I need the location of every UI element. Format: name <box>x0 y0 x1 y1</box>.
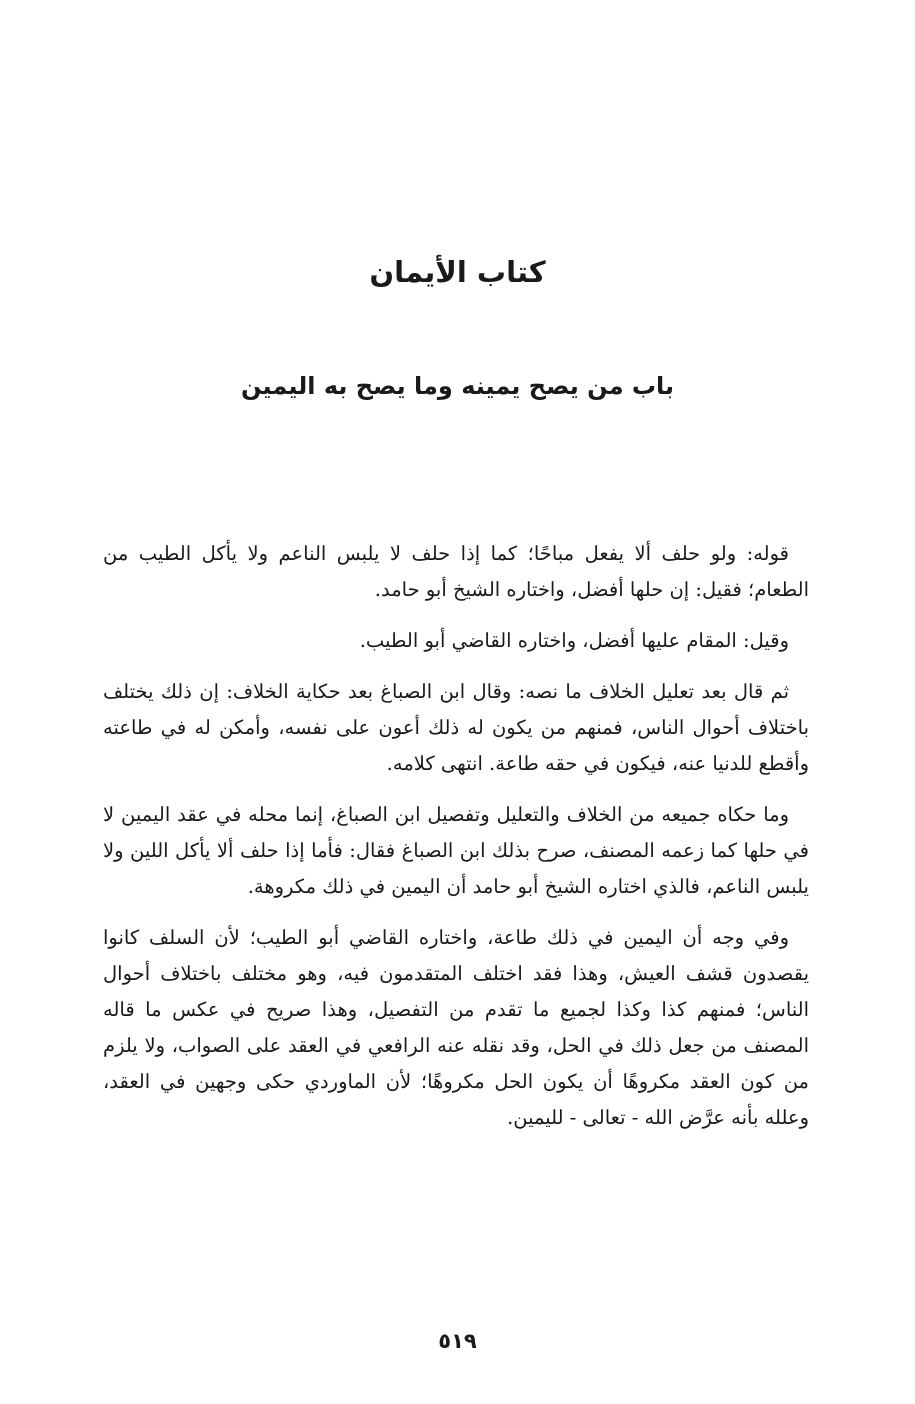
paragraph: وفي وجه أن اليمين في ذلك طاعة، واختاره القاضي أبو الطيب؛ لأن السلف كانوا يقصدون قشف العيش، وهذا فقد اختلف المتقدمون فيه، وهو مختلف باختلاف أحوال الناس؛ فمنهم كذا وكذا لجميع ما تقدم من التفصيل، وهذا صريح في عكس ما قاله المصنف من جعل ذلك في الحل، وقد نقله عنه الرافعي في العقد على الصواب، ولا يلزم من كون العقد مكروهًا أن يكون الحل مكروهًا؛ لأن الماوردي حكى وجهين في العقد، وعلله بأنه عرَّض الله - تعالى - لليمين. <box>103 926 809 1129</box>
body-text <box>103 536 809 1151</box>
chapter-title: باب من يصح يمينه وما يصح به اليمين <box>240 372 675 400</box>
paragraph: وقيل: المقام عليها أفضل، واختاره القاضي أبو الطيب. <box>359 629 789 652</box>
paragraph: وما حكاه جميعه من الخلاف والتعليل وتفصيل ابن الصباغ، إنما محله في عقد اليمين لا في حلها كما زعمه المصنف، صرح بذلك ابن الصباغ فقال: فأما إذا حلف ألا يأكل اللين ولا يلبس الناعم، فالذي اختاره الشيخ أبو حامد أن اليمين في ذلك مكروهة. <box>103 803 809 898</box>
page-number: ٥١٩ <box>438 1329 477 1353</box>
book-title: كتاب الأيمان <box>369 255 546 289</box>
paragraph: قوله: ولو حلف ألا يفعل مباحًا؛ كما إذا حلف لا يلبس الناعم ولا يأكل الطيب من الطعام؛ فقيل: إن حلها أفضل، واختاره الشيخ أبو حامد. <box>103 542 809 601</box>
paragraph: ثم قال بعد تعليل الخلاف ما نصه: وقال ابن الصباغ بعد حكاية الخلاف: إن ذلك يختلف باختلاف أحوال الناس، فمنهم من يكون له ذلك أعون على نفسه، وأمكن له في طاعته وأقطع للدنيا عنه، فيكون في حقه طاعة. انتهى كلامه. <box>103 680 809 775</box>
